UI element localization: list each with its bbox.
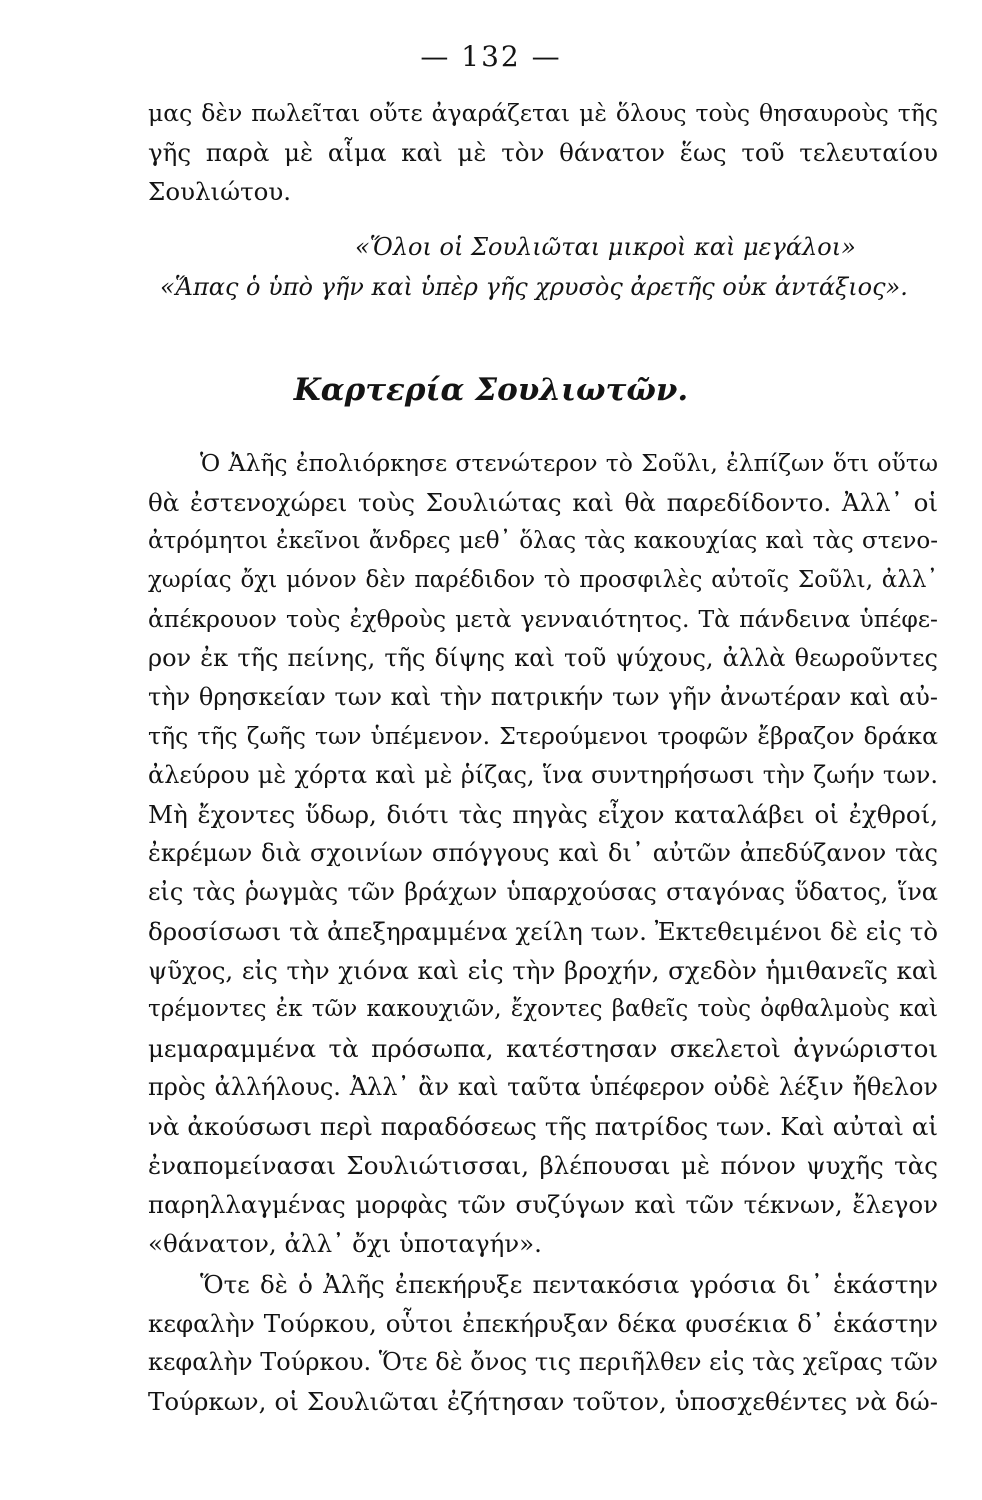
text-line: θὰ ἐστενοχώρει τοὺς Σουλιώτας καὶ θὰ παρεδίδοντο. Ἀλλ᾿ οἱ bbox=[148, 488, 938, 517]
text-line: Ὁ Ἀλῆς ἐπολιόρκησε στενώτερον τὸ Σοῦλι, ἐλπίζων ὅτι οὕτω bbox=[200, 449, 938, 477]
text-line: Τούρκων, οἱ Σουλιῶται ἐζήτησαν τοῦτον, ὑποσχεθέντες νὰ δώ- bbox=[148, 1387, 938, 1416]
top-paragraph bbox=[148, 94, 938, 211]
text-line: ἐναπομείνασαι Σουλιώτισσαι, βλέπουσαι μὲ πόνον ψυχῆς τὰς bbox=[148, 1151, 938, 1180]
text-line: Ὅτε δὲ ὁ Ἀλῆς ἐπεκήρυξε πεντακόσια γρόσια δι᾿ ἑκάστην bbox=[200, 1270, 938, 1299]
text-line: ἀτρόμητοι ἐκεῖνοι ἄνδρες μεθ᾿ ὅλας τὰς κακουχίας καὶ τὰς στενο- bbox=[148, 528, 938, 554]
text-line: δροσίσωσι τὰ ἀπεξηραμμένα χείλη των. Ἐκτεθειμένοι δὲ εἰς τὸ bbox=[148, 917, 938, 946]
text-line: ρον ἐκ τῆς πείνης, τῆς δίψης καὶ τοῦ ψύχους, ἀλλὰ θεωροῦντες bbox=[148, 644, 938, 672]
text-line: «θάνατον, ἀλλ᾿ ὄχι ὑποταγήν». bbox=[148, 1229, 542, 1258]
text-line: τὴν θρησκείαν των καὶ τὴν πατρικήν των γῆν ἀνωτέραν καὶ αὐ- bbox=[148, 683, 938, 711]
text-line: ψῦχος, εἰς τὴν χιόνα καὶ εἰς τὴν βροχήν, σχεδὸν ἡμιθανεῖς καὶ bbox=[148, 956, 938, 985]
text-line: χωρίας ὄχι μόνον δὲν παρέδιδον τὸ προσφιλὲς αὐτοῖς Σοῦλι, ἀλλ᾿ bbox=[148, 567, 938, 593]
text-line: ἐκρέμων διὰ σχοινίων σπόγγους καὶ δι᾿ αὐτῶν ἀπεδύζανον τὰς bbox=[148, 839, 938, 867]
text-line: τρέμοντες ἐκ τῶν κακουχιῶν, ἔχοντες βαθεῖς τοὺς ὀφθαλμοὺς καὶ bbox=[148, 996, 938, 1022]
text-line: τῆς τῆς ζωῆς των ὑπέμενον. Στερούμενοι τροφῶν ἔβραζον δράκα bbox=[148, 722, 938, 750]
quote-line: «Ὅλοι οἱ Σουλιῶται μικροὶ καὶ μεγάλοι» bbox=[355, 233, 856, 261]
text-line: κεφαλὴν Τούρκου. Ὅτε δὲ ὄνος τις περιῆλθεν εἰς τὰς χεῖρας τῶν bbox=[148, 1348, 938, 1376]
text-line: Μὴ ἔχοντες ὕδωρ, διότι τὰς πηγὰς εἶχον καταλάβει οἱ ἐχθροί, bbox=[148, 800, 938, 829]
text-line: κεφαλὴν Τούρκου, οὗτοι ἐπεκήρυξαν δέκα φυσέκια δ᾿ ἑκάστην bbox=[148, 1309, 938, 1338]
text-line: νὰ ἀκούσωσι περὶ παραδόσεως τῆς πατρίδος των. Καὶ αὐταὶ αἱ bbox=[148, 1112, 938, 1141]
text-line: Σουλιώτου. bbox=[148, 177, 292, 206]
quote-line: «Ἅπας ὁ ὑπὸ γῆν καὶ ὑπὲρ γῆς χρυσὸς ἀρετῆς οὐκ ἀντάξιος». bbox=[160, 273, 908, 301]
quote-2 bbox=[160, 268, 940, 306]
final-paragraph bbox=[148, 1265, 938, 1421]
text-line: παρηλλαγμένας μορφὰς τῶν συζύγων καὶ τῶν τέκνων, ἔλεγον bbox=[148, 1190, 938, 1219]
text-line: εἰς τὰς ῥωγμὰς τῶν βράχων ὑπαρχούσας σταγόνας ὕδατος, ἵνα bbox=[148, 878, 938, 906]
quote-1 bbox=[355, 228, 915, 266]
text-line: ἀπέκρουον τοὺς ἐχθροὺς μετὰ γενναιότητος. Τὰ πάνδεινα ὑπέφε- bbox=[148, 605, 938, 633]
body-paragraph bbox=[148, 444, 938, 1263]
page-number: — 132 — bbox=[420, 40, 562, 73]
text-line: πρὸς ἀλλήλους. Ἀλλ᾿ ἂν καὶ ταῦτα ὑπέφερον οὐδὲ λέξιν ἤθελον bbox=[148, 1073, 938, 1101]
text-line: μεμαραμμένα τὰ πρόσωπα, κατέστησαν σκελετοὶ ἀγνώριστοι bbox=[148, 1034, 938, 1063]
text-line: γῆς παρὰ μὲ αἷμα καὶ μὲ τὸν θάνατον ἕως τοῦ τελευταίου bbox=[148, 138, 938, 167]
text-line: μας δὲν πωλεῖται οὔτε ἀγαράζεται μὲ ὅλους τοὺς θησαυροὺς τῆς bbox=[148, 99, 938, 127]
section-heading: Καρτερία Σουλιωτῶν. bbox=[293, 372, 689, 408]
text-line: ἀλεύρου μὲ χόρτα καὶ μὲ ῥίζας, ἵνα συντηρήσωσι τὴν ζωήν των. bbox=[148, 761, 938, 789]
